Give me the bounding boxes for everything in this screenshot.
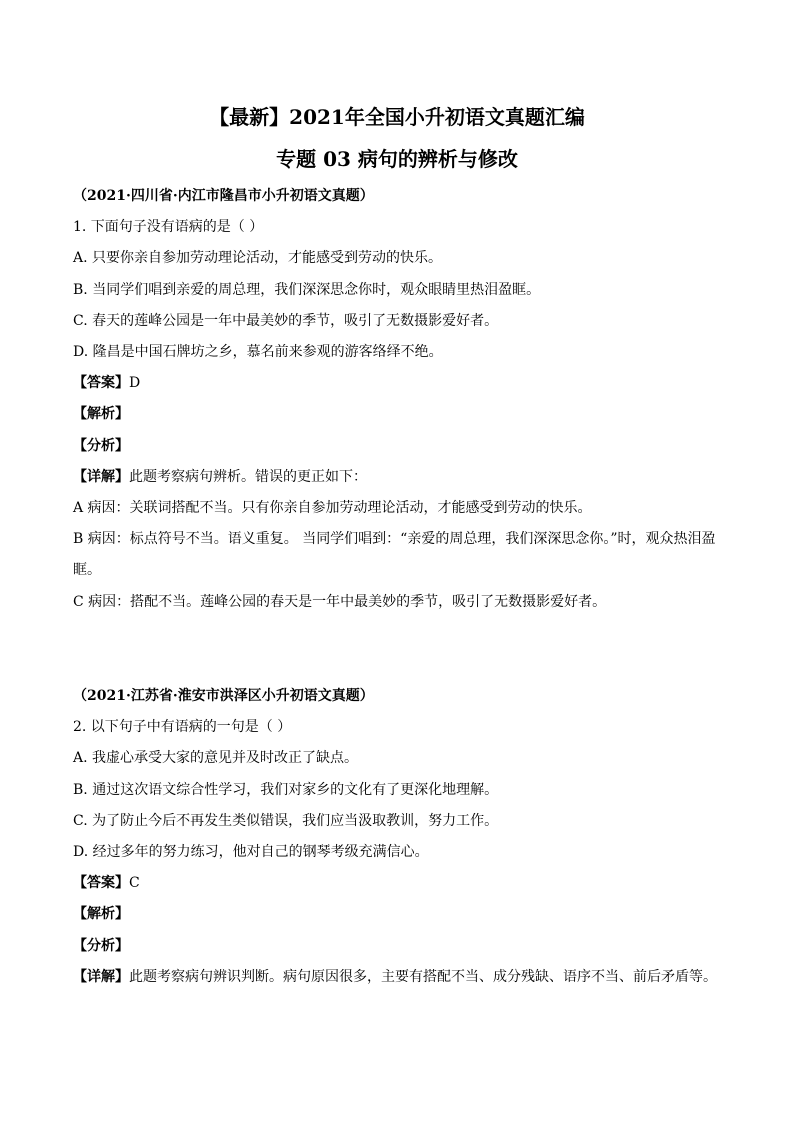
page-title: 【最新】2021年全国小升初语文真题汇编 [209,105,585,129]
q1-correction-b: B 病因：标点符号不当。语义重复。 当同学们唱到：“亲爱的周总理，我们深深思念你。”时，观众热泪盈眶。 [73,531,716,578]
detail-text: 此题考察病句辨识判断。病句原因很多，主要有搭配不当、成分残缺、语序不当、前后矛盾等。 [129,969,717,985]
answer-value: D [129,375,141,391]
q2-answer [73,873,733,893]
q2-detail [73,962,723,993]
q2-option-b: B. 通过这次语文综合性学习，我们对家乡的文化有了更深化地理解。 [73,782,499,798]
q1-stem: 1. 下面句子没有语病的是（ ） [73,219,264,235]
answer-tag: 【答案】 [73,875,129,891]
q1-option-d: D. 隆昌是中国石牌坊之乡，慕名前来参观的游客络绎不绝。 [73,344,443,360]
q2-analysis-tag: 【解析】 [73,906,129,922]
answer-value: C [129,875,140,891]
q1-fenxi-tag: 【分析】 [73,438,129,454]
page-subtitle: 专题 03 病句的辨析与修改 [276,147,518,171]
detail-tag: 【详解】 [73,969,129,985]
q1-option-c: C. 春天的莲峰公园是一年中最美妙的季节，吸引了无数摄影爱好者。 [73,313,499,329]
q2-source: （2021·江苏省·淮安市洪泽区小升初语文真题） [73,688,374,704]
detail-text: 此题考察病句辨析。错误的更正如下： [129,469,367,485]
detail-tag: 【详解】 [73,469,129,485]
q1-analysis-tag: 【解析】 [73,406,129,422]
answer-tag: 【答案】 [73,375,129,391]
q1-answer [73,373,733,393]
q1-detail [73,467,733,487]
q1-correction-c: C 病因：搭配不当。莲峰公园的春天是一年中最美妙的季节，吸引了无数摄影爱好者。 [73,594,607,610]
q2-option-d: D. 经过多年的努力练习，他对自己的钢琴考级充满信心。 [73,844,429,860]
q2-fenxi-tag: 【分析】 [73,938,129,954]
q1-correction-a: A 病因：关联词搭配不当。只有你亲自参加劳动理论活动，才能感受到劳动的快乐。 [73,500,592,516]
q1-source: （2021·四川省·内江市隆昌市小升初语文真题） [73,188,374,204]
q2-option-a: A. 我虚心承受大家的意见并及时改正了缺点。 [73,750,359,766]
q1-option-a: A. 只要你亲自参加劳动理论活动，才能感受到劳动的快乐。 [73,250,443,266]
q1-option-b: B. 当同学们唱到亲爱的周总理，我们深深思念你时，观众眼睛里热泪盈眶。 [73,282,541,298]
q2-stem: 2. 以下句子中有语病的一句是（ ） [73,719,292,735]
q2-option-c: C. 为了防止今后不再发生类似错误，我们应当汲取教训，努力工作。 [73,813,499,829]
